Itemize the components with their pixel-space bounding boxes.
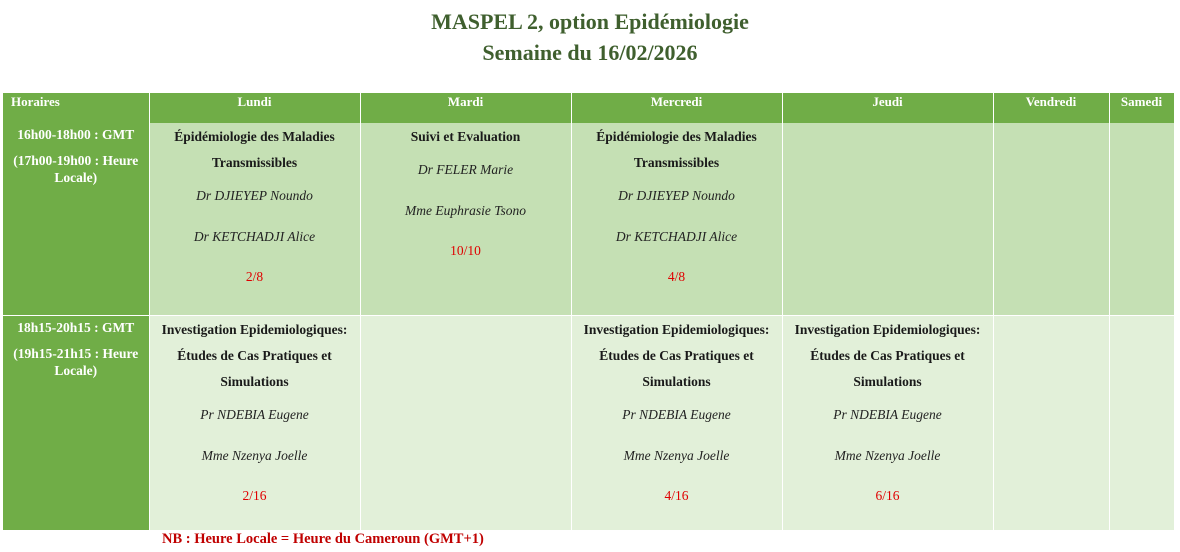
header-samedi: Samedi [1109, 93, 1174, 123]
course-title: Suivi et Evaluation [410, 129, 521, 144]
schedule-cell-samedi [1109, 123, 1174, 316]
header-jeudi: Jeudi [782, 93, 993, 123]
session-count: 2/8 [245, 269, 264, 284]
schedule-cell-vendredi [993, 123, 1109, 316]
header-mercredi: Mercredi [571, 93, 782, 123]
schedule-cell-mercredi [571, 123, 782, 316]
schedule-cell-mercredi [571, 316, 782, 531]
time-gmt: 18h15-20h15 : GMT [17, 320, 135, 335]
header-mardi: Mardi [360, 93, 571, 123]
teacher-name: Mme Nzenya Joelle [623, 448, 730, 463]
course-title: Investigation Epidemiologiques: Études de Cas Pratiques et Simulations [583, 322, 770, 389]
header-horaires: Horaires [3, 93, 149, 123]
time-gmt: 16h00-18h00 : GMT [17, 127, 135, 142]
time-slot-cell [3, 123, 149, 316]
teacher-name: Mme Euphrasie Tsono [404, 203, 526, 218]
schedule-table [3, 93, 1175, 530]
teacher-name: Mme Nzenya Joelle [834, 448, 941, 463]
header-row [3, 93, 1174, 123]
schedule-cell-samedi [1109, 316, 1174, 531]
schedule-cell-lundi [149, 316, 360, 531]
schedule-cell-vendredi [993, 316, 1109, 531]
session-count: 2/16 [242, 488, 267, 503]
table-row [3, 123, 1174, 316]
session-count: 4/16 [664, 488, 689, 503]
schedule-cell-mardi [360, 123, 571, 316]
time-local: (17h00-19h00 : Heure Locale) [13, 153, 139, 185]
footnote: NB : Heure Locale = Heure du Cameroun (GMT+1) [162, 531, 484, 547]
time-local: (19h15-21h15 : Heure Locale) [13, 346, 139, 378]
course-title: Épidémiologie des Maladies Transmissibles [174, 129, 335, 170]
schedule-cell-lundi [149, 123, 360, 316]
teacher-name: Mme Nzenya Joelle [201, 448, 308, 463]
session-count: 4/8 [667, 269, 686, 284]
course-title: Épidémiologie des Maladies Transmissibles [596, 129, 757, 170]
teacher-name: Pr NDEBIA Eugene [200, 407, 309, 422]
teacher-name: Dr KETCHADJI Alice [615, 229, 738, 244]
page-title: MASPEL 2, option Epidémiologie [431, 9, 749, 34]
page-subtitle: Semaine du 16/02/2026 [482, 40, 698, 65]
teacher-name: Dr DJIEYEP Noundo [196, 188, 313, 203]
header-lundi: Lundi [149, 93, 360, 123]
teacher-name: Pr NDEBIA Eugene [833, 407, 942, 422]
session-count: 6/16 [875, 488, 900, 503]
teacher-name: Dr KETCHADJI Alice [193, 229, 316, 244]
teacher-name: Dr DJIEYEP Noundo [618, 188, 735, 203]
teacher-name: Dr FELER Marie [417, 162, 514, 177]
schedule-cell-jeudi [782, 123, 993, 316]
course-title: Investigation Epidemiologiques: Études de Cas Pratiques et Simulations [794, 322, 981, 389]
time-slot-cell [3, 316, 149, 531]
table-row [3, 316, 1174, 531]
header-vendredi: Vendredi [993, 93, 1109, 123]
session-count: 10/10 [450, 243, 481, 258]
schedule-cell-mardi [360, 316, 571, 531]
schedule-cell-jeudi [782, 316, 993, 531]
course-title: Investigation Epidemiologiques: Études de Cas Pratiques et Simulations [161, 322, 348, 389]
teacher-name: Pr NDEBIA Eugene [622, 407, 731, 422]
